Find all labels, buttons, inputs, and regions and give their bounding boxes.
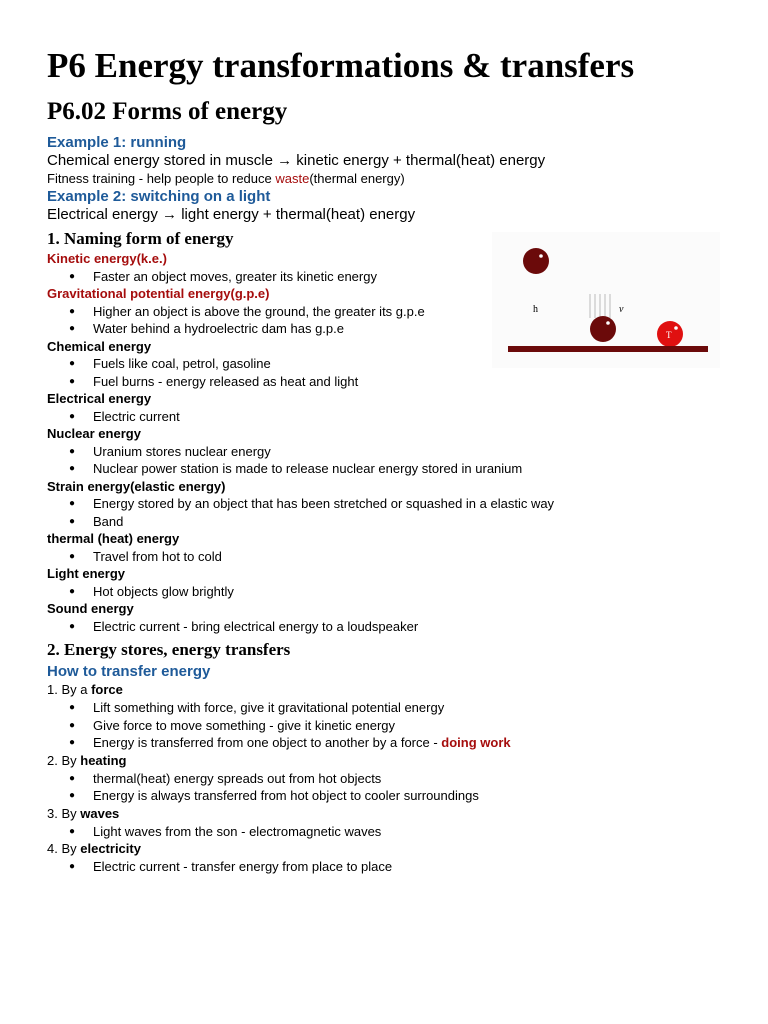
example-1-note xyxy=(47,170,727,188)
transfers-heading: 2. Energy stores, energy transfers xyxy=(47,640,291,659)
form-label-electrical: Electrical energy xyxy=(47,391,152,406)
method-prefix: 1. By a xyxy=(47,682,92,697)
form-label-kinetic: Kinetic energy(k.e.) xyxy=(47,251,167,266)
falling-ball-diagram xyxy=(492,232,720,368)
list-item: ● Electric current - bring electrical energy to a loudspeaker xyxy=(47,618,727,636)
list-item: ● Electric current xyxy=(47,408,727,426)
ball-top xyxy=(523,248,549,274)
example-1 xyxy=(47,134,727,188)
method-keyword: waves xyxy=(80,805,120,821)
page-title: P6 Energy transformations & transfers xyxy=(47,46,635,85)
label-v: v xyxy=(619,304,624,315)
list-item: ● Lift something with force, give it gravitational potential energy xyxy=(47,699,727,717)
ball-falling xyxy=(590,316,616,342)
transfers-subheading: How to transfer energy xyxy=(47,663,211,680)
form-label-nuclear: Nuclear energy xyxy=(47,426,141,441)
list-item: ● Travel from hot to cold xyxy=(47,548,727,566)
list-item: ● Nuclear power station is made to release nuclear energy stored in uranium xyxy=(47,460,727,478)
section-title: P6.02 Forms of energy xyxy=(47,98,288,125)
note-text-pre: Fitness training - help people to reduce xyxy=(47,171,276,186)
ground-bar xyxy=(508,346,708,352)
list-item: ● Fuel burns - energy released as heat and light xyxy=(47,373,727,391)
form-label-thermal: thermal (heat) energy xyxy=(47,531,180,546)
list-item xyxy=(47,734,727,752)
form-label-light: Light energy xyxy=(47,566,126,581)
method-keyword: force xyxy=(91,682,123,697)
form-label-chemical: Chemical energy xyxy=(47,338,152,354)
label-h: h xyxy=(533,304,538,315)
falling-ball-figure xyxy=(492,232,720,368)
label-t: T xyxy=(666,330,672,340)
document-page xyxy=(47,40,727,876)
example-2-line: Electrical energy → light energy + thermal(heat) energy xyxy=(47,206,416,223)
list-item: ● Fuels like coal, petrol, gasoline xyxy=(47,355,727,373)
method-3-heading xyxy=(47,805,727,823)
example-1-heading: Example 1: running xyxy=(47,134,187,151)
list-item: ● Electric current - transfer energy from place to place xyxy=(47,858,727,876)
form-label-strain: Strain energy(elastic energy) xyxy=(47,478,226,494)
note-text-post: (thermal energy) xyxy=(309,171,405,186)
list-item: ● Energy stored by an object that has been stretched or squashed in a elastic way xyxy=(47,495,727,513)
example-2 xyxy=(47,188,727,224)
ball-top-highlight xyxy=(539,254,543,258)
list-item: ● Give force to move something - give it kinetic energy xyxy=(47,717,727,735)
method-1-heading xyxy=(47,681,727,699)
method-prefix: 4. By xyxy=(47,841,81,856)
example-1-line: Chemical energy stored in muscle → kinetic energy + thermal(heat) energy xyxy=(47,152,546,169)
item-text: Energy is transferred from one object to another by a force - xyxy=(93,735,442,750)
ball-hot-highlight xyxy=(674,326,678,330)
note-highlight-waste: waste xyxy=(275,171,310,186)
list-item: ● Energy is always transferred from hot object to cooler surroundings xyxy=(47,787,727,805)
form-label-sound: Sound energy xyxy=(47,601,134,616)
method-keyword: heating xyxy=(80,752,127,768)
method-4-heading xyxy=(47,840,727,858)
list-item: ● thermal(heat) energy spreads out from hot objects xyxy=(47,770,727,788)
list-item: ● Higher an object is above the ground, the greater its g.p.e xyxy=(47,303,727,321)
method-2-heading xyxy=(47,752,727,770)
list-item: ● Water behind a hydroelectric dam has g.p.e xyxy=(47,320,727,338)
method-prefix: 3. By xyxy=(47,805,81,821)
list-item: ● Hot objects glow brightly xyxy=(47,583,727,601)
transfer-methods xyxy=(47,681,727,876)
list-item: ● Band xyxy=(47,513,727,531)
form-label-gpe: Gravitational potential energy(g.p.e) xyxy=(47,286,270,301)
list-item: ● Uranium stores nuclear energy xyxy=(47,443,727,461)
naming-heading: 1. Naming form of energy xyxy=(47,229,234,248)
example-2-heading: Example 2: switching on a light xyxy=(47,188,271,205)
ball-falling-highlight xyxy=(606,321,610,325)
list-item: ● Faster an object moves, greater its kinetic energy xyxy=(47,268,727,286)
highlight-doing-work: doing work xyxy=(441,735,511,750)
list-item: ● Light waves from the son - electromagnetic waves xyxy=(47,823,727,841)
method-keyword: electricity xyxy=(80,841,141,856)
method-prefix: 2. By xyxy=(47,752,81,768)
